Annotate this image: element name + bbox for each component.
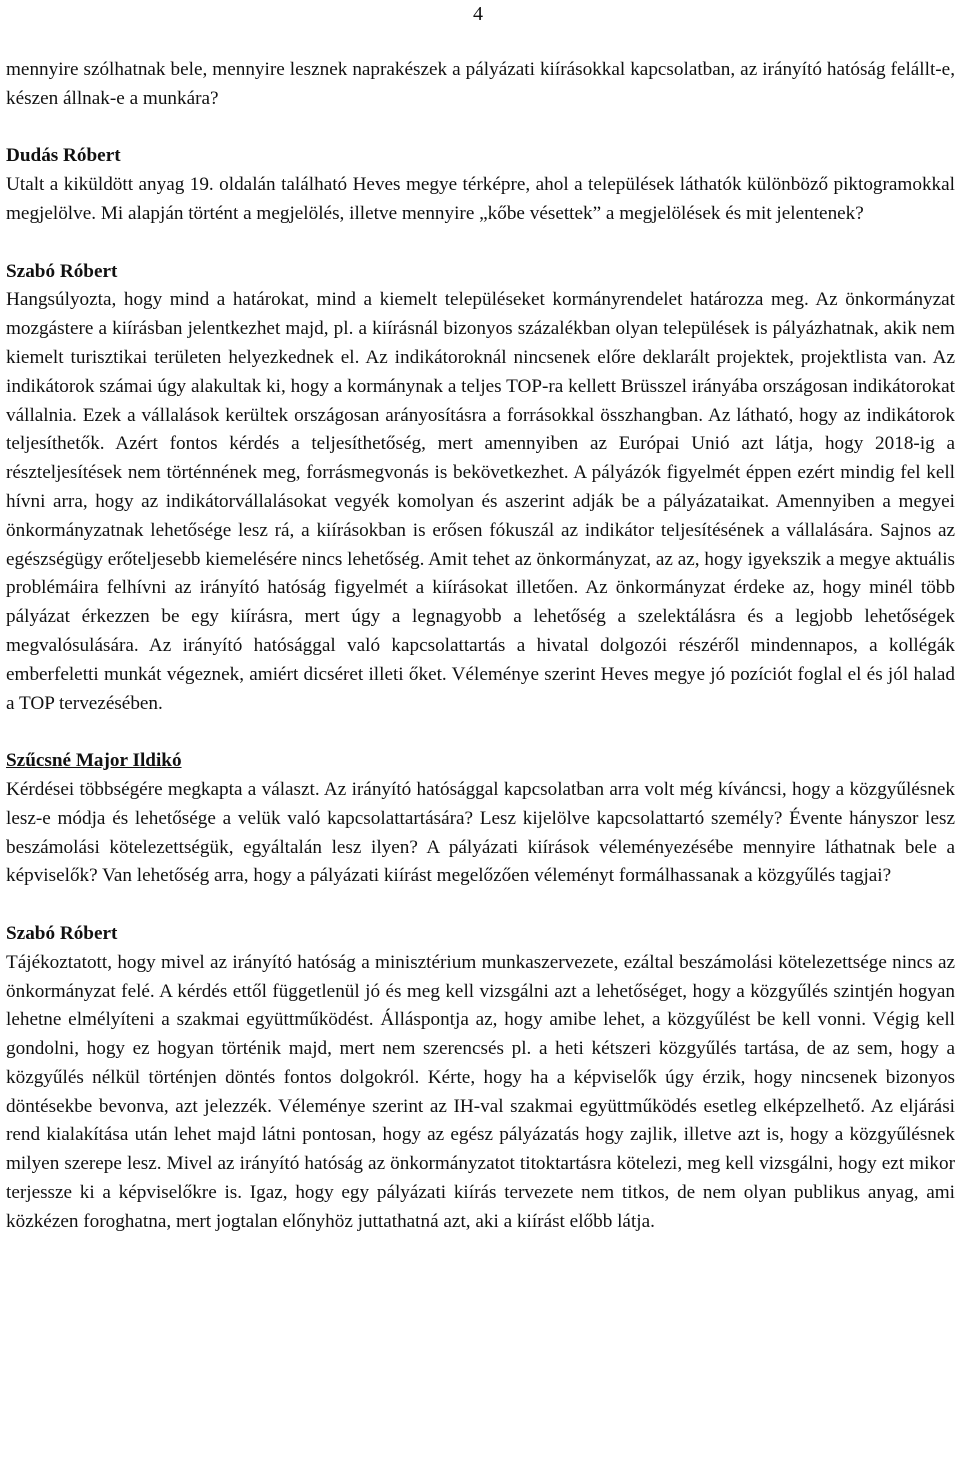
paragraph-block-5 [6,920,955,1237]
paragraph-block-4 [6,747,955,891]
paragraph-text: Tájékoztatott, hogy mivel az irányító hatóság a minisztérium munkaszervezete, ezáltal beszámolási kötelezettsége nincs az önkormányzat felé. A kérdés ettől függetlenül jó és meg kell vizsgálni azt a lehetőséget, hogy a közgyűlés szintjén hogyan lehetne elmélyíteni a szakmai együttműködést. Álláspontja az, hogy amibe lehet, a közgyűlést be kell vonni. Végig kell gondolni, hogy ez hogyan történik majd, mert nem szerencsés pl. a heti kétszeri közgyűlés tartása, de az sem, hogy a közgyűlés nélkül történjen döntés fontos dolgokról. Kérte, hogy ha a képviselők úgy érzik, hogy nincsenek bizonyos döntésekbe bevonva, azt jelezzék. Véleménye szerint az IH-val szakmai együttműködés esetleg elképzelhető. Az eljárási rend kialakítása után lehet majd látni pontosan, hogy az egész pályázatás hogy zajlik, illetve azt is, hogy a közgyűlésnek milyen szerepe lesz. Mivel az irányító hatóság az önkormányzatot titoktartásra kötelezi, meg kell vizsgálni, hogy ezt mikor terjessze ki a képviselőkre is. Igaz, hogy egy pályázati kiírás tervezete nem titkos, de nem olyan publikus anyag, ami közkézen foroghatna, mert jogtalan előnyhöz juttathatná azt, aki a kiírást előbb látja. [6,951,955,1232]
paragraph-text: Kérdései többségére megkapta a választ. Az irányító hatósággal kapcsolatban arra volt még kíváncsi, hogy a közgyűlésnek lesz-e módja és lehetősége a velük való kapcsolattartására? Lesz kijelölve kapcsolattartó személy? Évente hányszor lesz beszámolási kötelezettségük, egyáltalán lesz ilyen? A pályázati kiírások véleményezésébe mennyire láthatnak bele a képviselők? Van lehetőség arra, hogy a pályázati kiírást megelőzően véleményt formálhassanak a közgyűlés tagjai? [6,778,955,887]
page-number: 4 [473,3,483,25]
paragraph-block-3 [6,258,955,719]
paragraph-block-2 [6,142,955,228]
paragraph-text: Hangsúlyozta, hogy mind a határokat, mind a kiemelt településeket kormányrendelet határozza meg. Az önkormányzat mozgástere a kiírásban jelentkezhet majd, pl. a kiírásnál bizonyos százalékban olyan települések is pályázhatnak, akik nem kiemelt turisztikai területen helyezkednek el. Az indikátoroknál nincsenek előre deklarált projektek, projektlista van. Az indikátorok számai úgy alakultak ki, hogy a kormánynak a teljes TOP-ra kellett Brüsszel irányába országosan indikátorokat vállalnia. Ezek a vállalások kerültek országosan arányosításra a forrásokkal összhangban. Az látható, hogy az indikátorok teljesíthetők. Azért fontos kérdés a teljesíthetőség, mert amennyiben az Európai Unió azt látja, hogy 2018-ig a részteljesítések nem történnének meg, forrásmegvonás is bekövetkezhet. A pályázók figyelmét éppen ezért mindig fel kell hívni arra, hogy az indikátorvállalásokat vegyék komolyan és aszerint adják be a pályázataikat. Amennyiben a megyei önkormányzatnak lehetősége lesz rá, a kiírásokban is erősen fókuszál az indikátor teljesítésének a vállalására. Sajnos az egészségügy erőteljesebb kiemelésére nincs lehetőség. Amit tehet az önkormányzat, az az, hogy igyekszik a megye aktuális problémáira felhívni az irányító hatóság figyelmét a kiírásokat illetően. Az önkormányzat érdeke az, hogy minél több pályázat érkezzen be egy kiírásra, mert úgy a legnagyobb a lehetőség a szelektálásra és a legjobb lehetőségek megvalósulására. Az irányító hatósággal való kapcsolattartás a hivatal dolgozói részéről mindennapos, a kollégák emberfeletti munkát végeznek, amiért dicséret illeti őket. Véleménye szerint Heves megye jó pozíciót foglal el és jól halad a TOP tervezésében. [6,289,955,714]
speaker-name: Szabó Róbert [6,260,118,282]
speaker-name: Szűcsné Major Ildikó [6,750,182,772]
speaker-name: Szabó Róbert [6,922,118,944]
paragraph-text: mennyire szólhatnak bele, mennyire lesznek naprakészek a pályázati kiírásokkal kapcsolatban, az irányító hatóság felállt-e, készen állnak-e a munkára? [6,59,955,109]
paragraph-text: Utalt a kiküldött anyag 19. oldalán található Heves megye térképre, ahol a települések láthatók különböző piktogramokkal megjelölve. Mi alapján történt a megjelölés, illetve mennyire „kőbe vésettek” a megjelölések és mit jelentenek? [6,174,955,224]
document-body [6,56,955,1237]
paragraph-block-1 [6,56,955,114]
speaker-name: Dudás Róbert [6,145,121,167]
